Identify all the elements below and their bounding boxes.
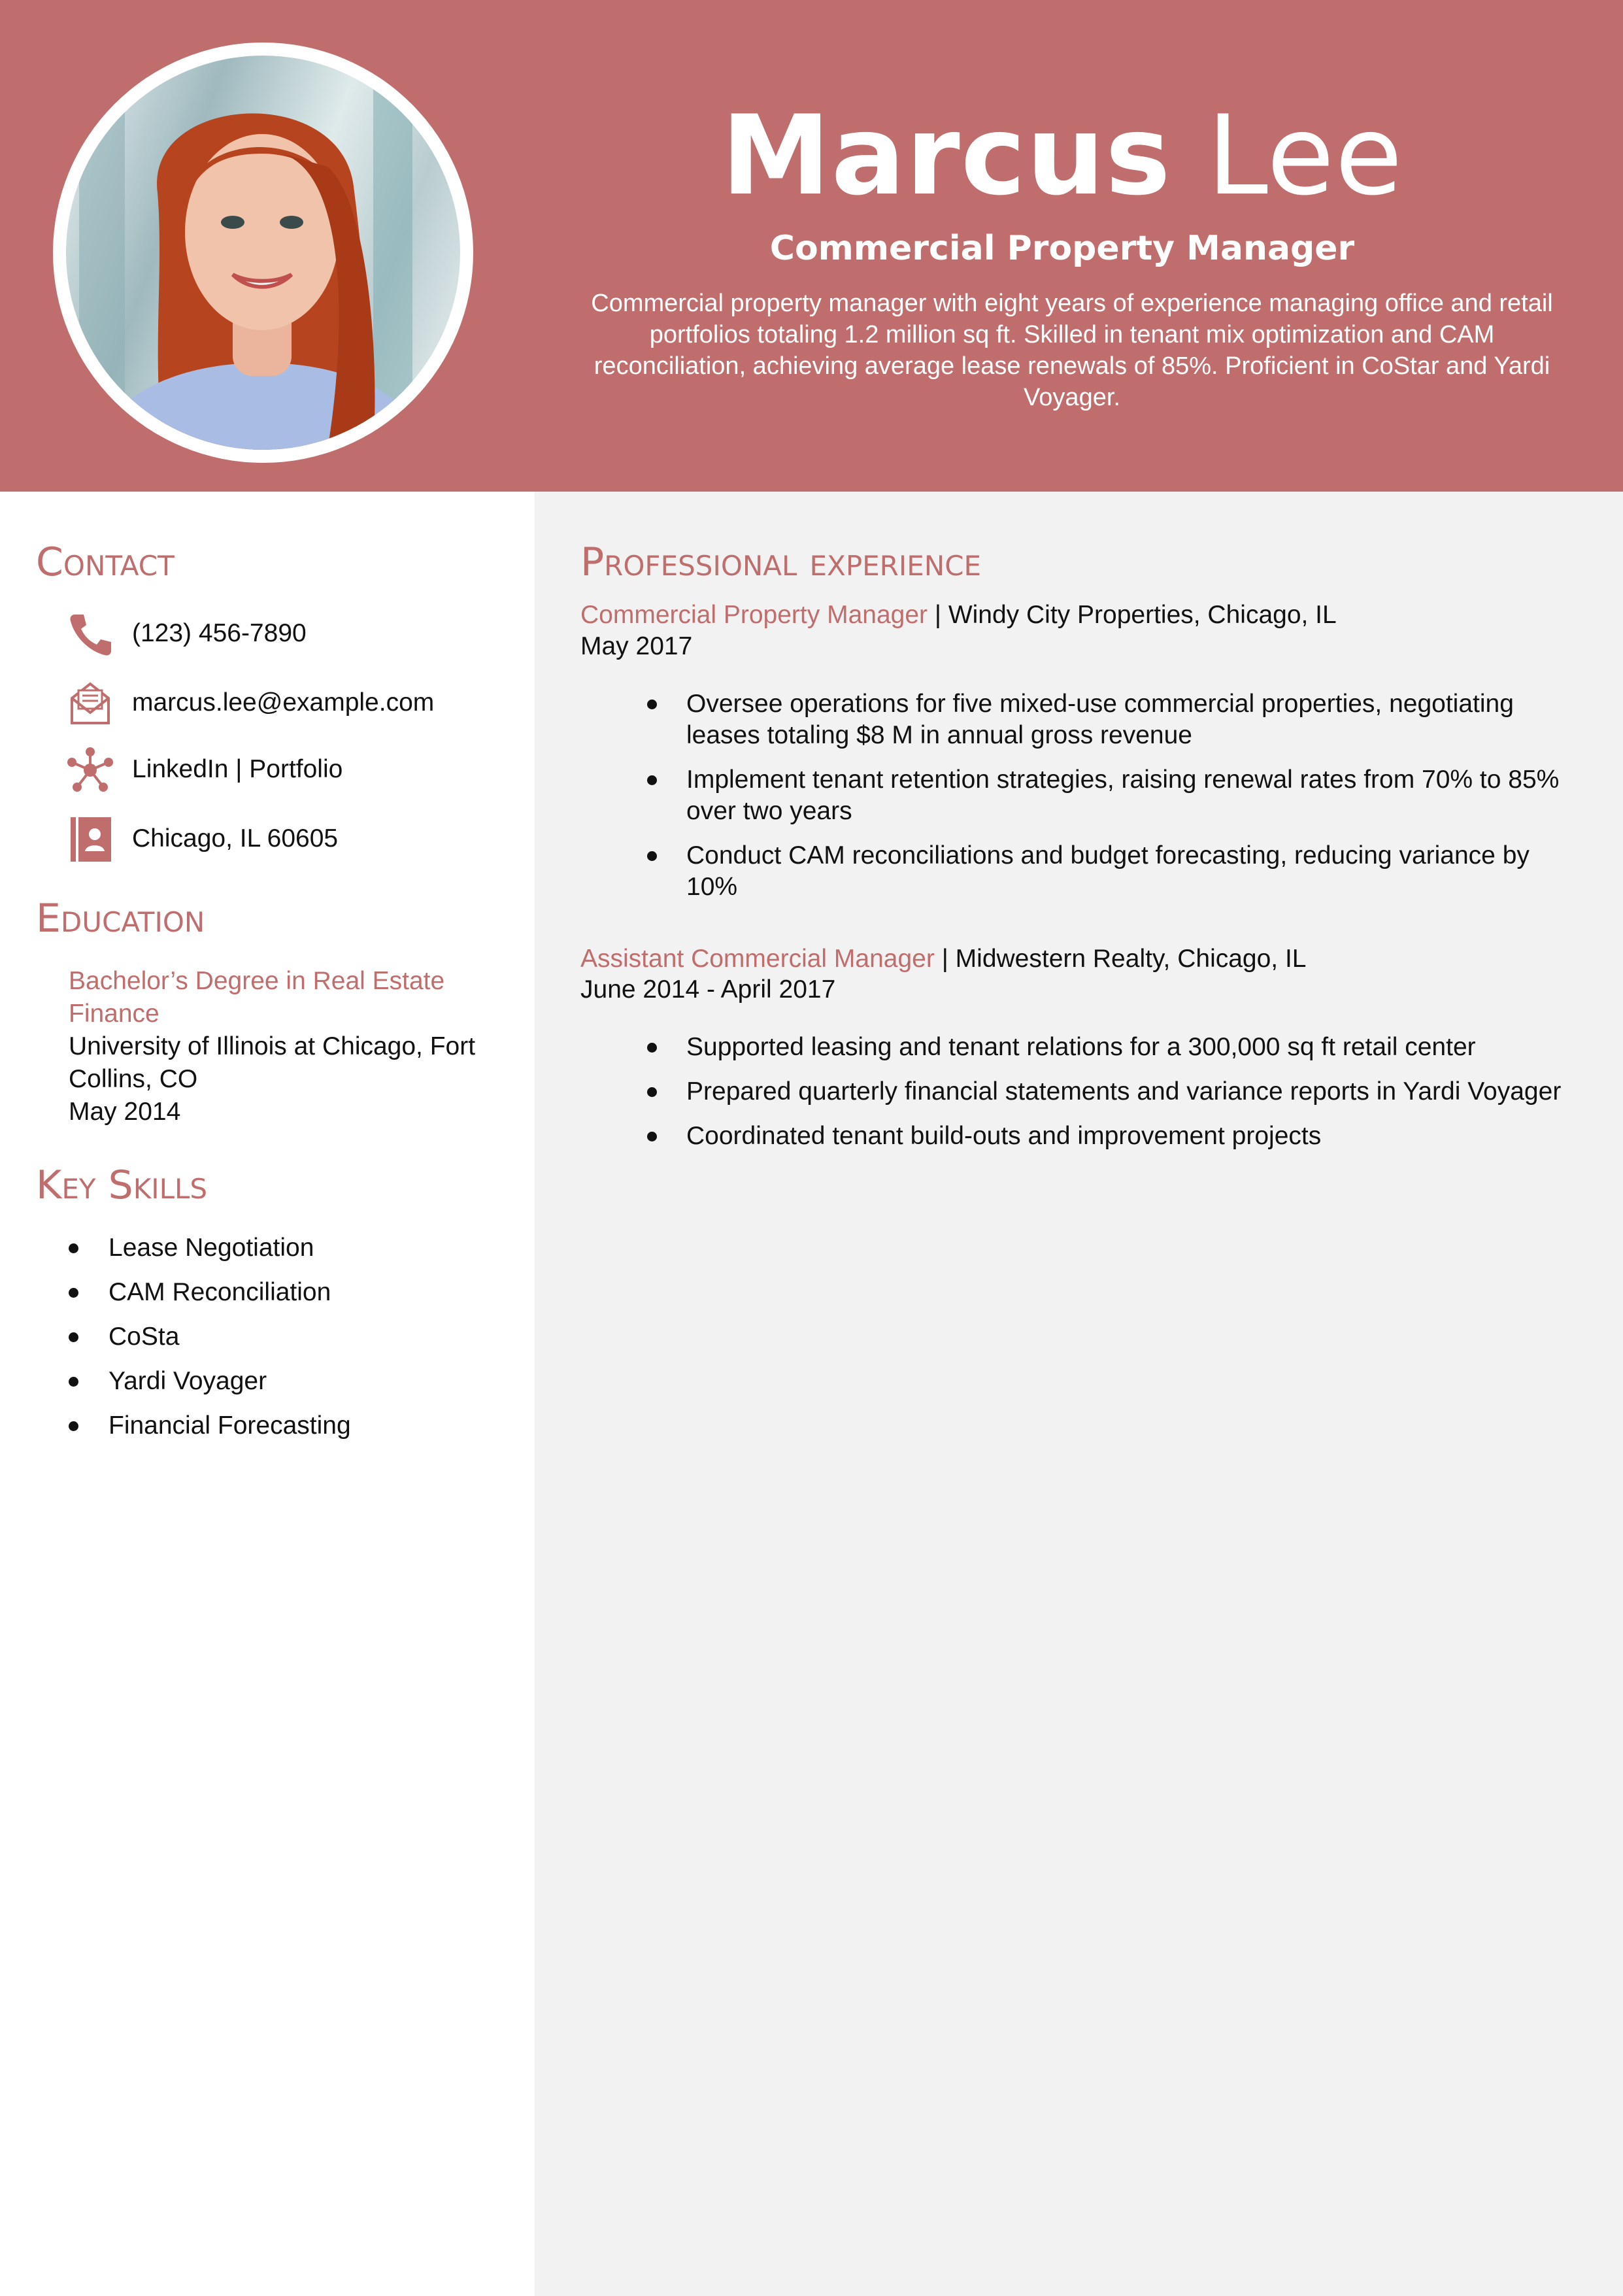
education-heading: Education	[36, 896, 205, 941]
education-entry	[69, 965, 526, 1128]
job-bullet: Oversee operations for five mixed-use commercial properties, negotiating leases totaling $8 M in annual gross revenue	[644, 688, 1572, 751]
address-book-icon	[65, 815, 115, 864]
skill-item: CoSta	[65, 1321, 523, 1353]
candidate-name	[562, 92, 1562, 220]
mail-icon	[65, 679, 115, 728]
job-1-dates: May 2017	[580, 632, 693, 660]
job-2-header	[580, 943, 1600, 975]
job-1-company: | Windy City Properties, Chicago, IL	[928, 601, 1337, 629]
job-1-bullets	[644, 688, 1572, 916]
skills-heading: Key Skills	[36, 1162, 208, 1208]
first-name: Marcus	[721, 92, 1171, 220]
skill-item: Yardi Voyager	[65, 1366, 523, 1397]
job-title: Commercial Property Manager	[769, 229, 1355, 268]
network-icon	[65, 745, 115, 795]
education-school: University of Illinois at Chicago, Fort Collins, CO	[69, 1032, 476, 1093]
job-1-role: Commercial Property Manager	[580, 601, 928, 629]
location-text: Chicago, IL 60605	[132, 824, 339, 853]
skills-list	[65, 1232, 523, 1455]
job-1-header	[580, 599, 1600, 631]
job-bullet: Prepared quarterly financial statements and variance reports in Yardi Voyager	[644, 1076, 1572, 1107]
skill-item: Financial Forecasting	[65, 1410, 523, 1442]
job-bullet: Coordinated tenant build-outs and improvement projects	[644, 1121, 1572, 1152]
profile-summary: Commercial property manager with eight years of experience managing office and retail portfolios totaling 1.2 million sq ft. Skilled in tenant mix optimization and CAM reconciliation, achieving average lease renewals of 85%. Proficient in CoStar and Yardi Voyager.	[591, 290, 1553, 411]
experience-heading: Professional experience	[580, 539, 982, 585]
job-bullet: Conduct CAM reconciliations and budget forecasting, reducing variance by 10%	[644, 840, 1572, 903]
skill-item: Lease Negotiation	[65, 1232, 523, 1264]
job-2-bullets	[644, 1032, 1572, 1165]
education-degree: Bachelor’s Degree in Real Estate Finance	[69, 967, 445, 1028]
contact-links[interactable]	[65, 745, 523, 795]
contact-email[interactable]	[65, 679, 523, 728]
profile-photo-frame	[53, 42, 473, 463]
phone-icon	[65, 609, 115, 659]
profile-photo	[66, 56, 460, 450]
email-text: marcus.lee@example.com	[132, 688, 435, 717]
phone-text: (123) 456-7890	[132, 619, 307, 647]
header-banner	[0, 0, 1623, 492]
contact-heading: Contact	[36, 539, 175, 585]
portrait-illustration	[66, 56, 460, 450]
education-date: May 2014	[69, 1098, 181, 1126]
job-bullet: Supported leasing and tenant relations for a 300,000 sq ft retail center	[644, 1032, 1572, 1063]
last-name: Lee	[1207, 92, 1403, 220]
job-2-company: | Midwestern Realty, Chicago, IL	[934, 945, 1307, 973]
contact-phone	[65, 609, 523, 659]
job-2-dates: June 2014 - April 2017	[580, 975, 836, 1004]
skill-item: CAM Reconciliation	[65, 1277, 523, 1308]
links-text: LinkedIn | Portfolio	[132, 755, 343, 783]
job-bullet: Implement tenant retention strategies, raising renewal rates from 70% to 85% over two years	[644, 764, 1572, 827]
job-2-role: Assistant Commercial Manager	[580, 945, 935, 973]
contact-location	[65, 815, 523, 864]
